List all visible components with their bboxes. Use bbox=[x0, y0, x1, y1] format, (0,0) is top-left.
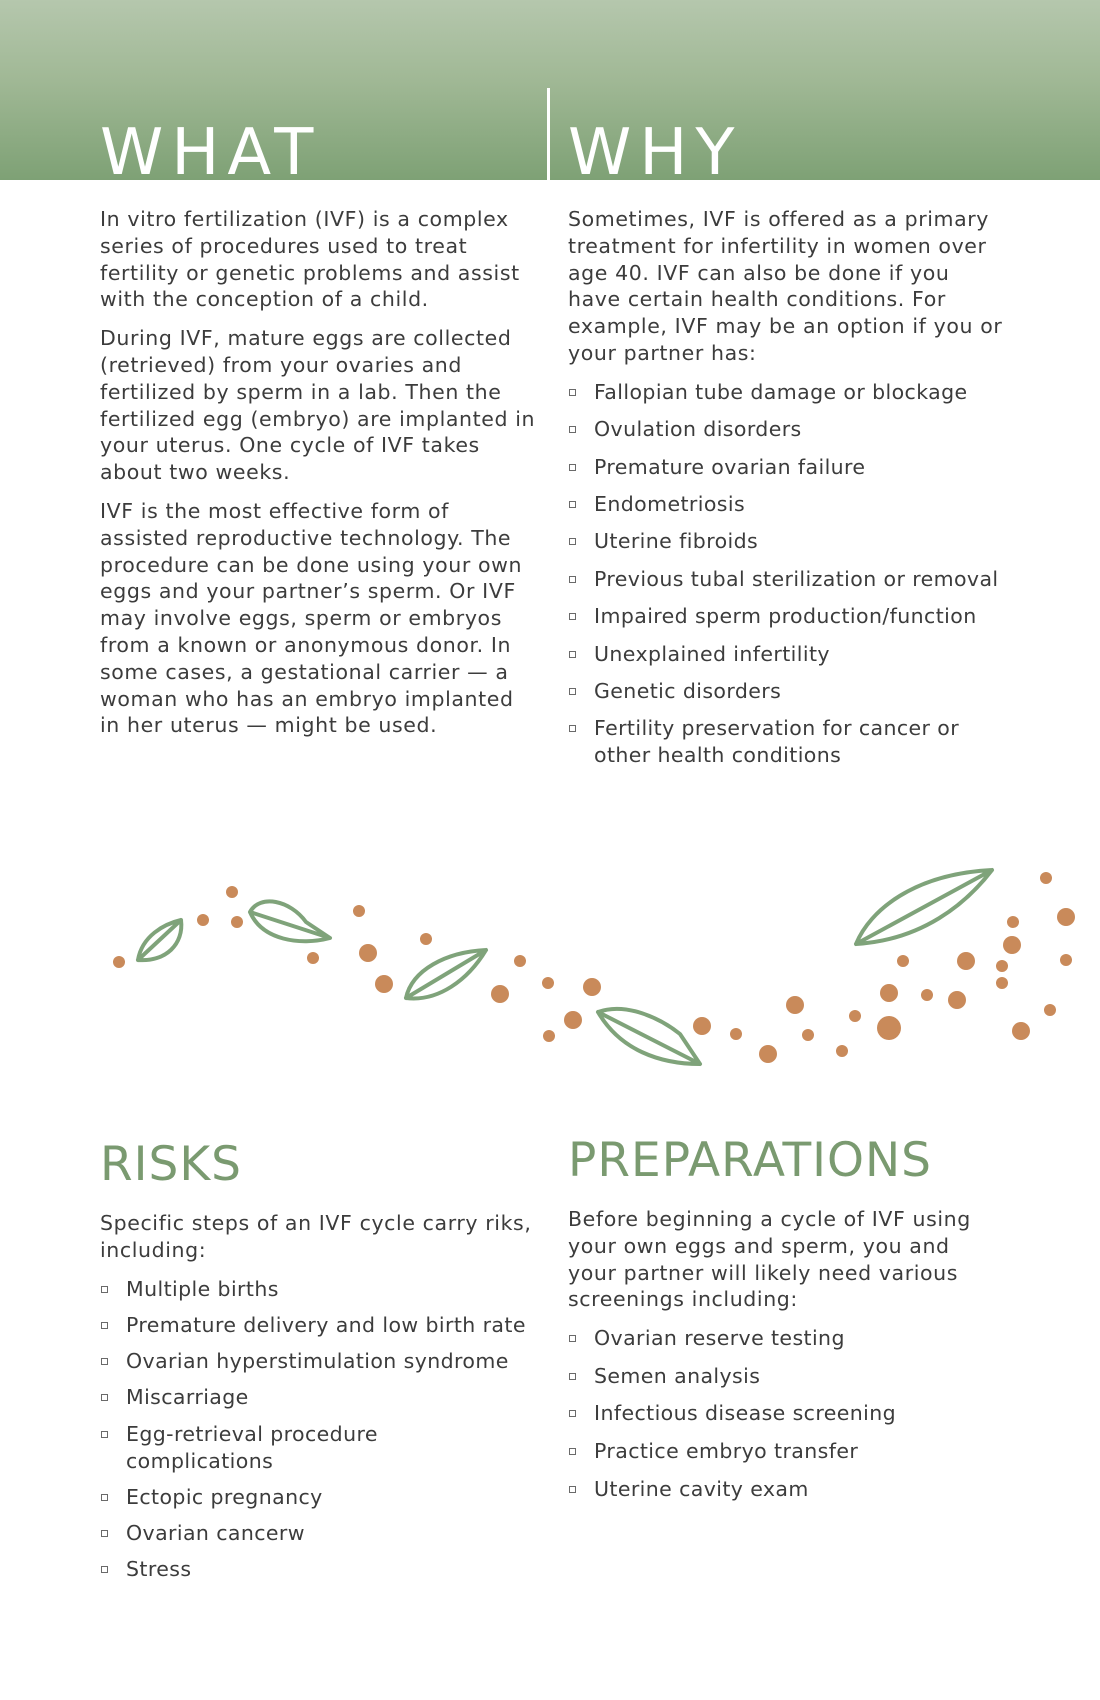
bullet-square-icon bbox=[569, 688, 576, 695]
risks-section bbox=[100, 1210, 540, 1593]
dot-icon bbox=[307, 952, 319, 964]
dot-icon bbox=[1044, 1004, 1056, 1016]
dot-icon bbox=[693, 1017, 711, 1035]
dot-icon bbox=[353, 905, 365, 917]
dot-icon bbox=[996, 960, 1008, 972]
what-section bbox=[100, 206, 540, 751]
bullet-square-icon bbox=[569, 1373, 576, 1380]
bullet-square-icon bbox=[569, 1486, 576, 1493]
bullet-square-icon bbox=[569, 725, 576, 732]
list-item: Previous tubal sterilization or removal bbox=[568, 566, 1008, 593]
preparations-intro: Before beginning a cycle of IVF using your own eggs and sperm, you and your partner will likely need various screenings including: bbox=[568, 1207, 971, 1312]
what-title: WHAT bbox=[100, 116, 322, 190]
why-title: WHY bbox=[568, 116, 743, 190]
bullet-square-icon bbox=[569, 426, 576, 433]
what-paragraph: In vitro fertilization (IVF) is a complex series of procedures used to treat fertility or genetic problems and assist with the conception of a child. bbox=[100, 207, 520, 312]
dot-icon bbox=[514, 955, 526, 967]
bullet-square-icon bbox=[569, 1448, 576, 1455]
why-list bbox=[568, 379, 1008, 769]
bullet-square-icon bbox=[569, 613, 576, 620]
list-item: Premature ovarian failure bbox=[568, 454, 1008, 481]
dot-icon bbox=[786, 996, 804, 1014]
leaf-icon bbox=[250, 901, 330, 941]
dot-icon bbox=[996, 977, 1008, 989]
list-item: Endometriosis bbox=[568, 491, 1008, 518]
list-item: Ovarian reserve testing bbox=[568, 1325, 998, 1352]
dot-icon bbox=[921, 989, 933, 1001]
list-item: Unexplained infertility bbox=[568, 641, 1008, 668]
leaf-icon bbox=[406, 950, 486, 998]
list-item: Uterine fibroids bbox=[568, 528, 1008, 555]
dot-icon bbox=[542, 977, 554, 989]
dot-icon bbox=[359, 944, 377, 962]
dot-icon bbox=[420, 933, 432, 945]
preparations-section bbox=[568, 1206, 998, 1513]
dot-icon bbox=[948, 991, 966, 1009]
bullet-square-icon bbox=[569, 1410, 576, 1417]
risks-list bbox=[100, 1276, 540, 1584]
bullet-square-icon bbox=[101, 1566, 108, 1573]
dot-icon bbox=[1040, 872, 1052, 884]
dot-icon bbox=[1012, 1022, 1030, 1040]
bullet-square-icon bbox=[101, 1322, 108, 1329]
dot-icon bbox=[564, 1011, 582, 1029]
bullet-square-icon bbox=[569, 389, 576, 396]
bullet-square-icon bbox=[101, 1530, 108, 1537]
bullet-square-icon bbox=[569, 464, 576, 471]
bullet-square-icon bbox=[569, 1335, 576, 1342]
what-paragraph: IVF is the most effective form of assisted reproductive technology. The procedure can be done using your own eggs and your partner’s sperm. Or IVF may involve eggs, sperm or embryos from a known or anonymous donor. In some cases, a gestational carrier — a woman who has an embryo implanted in her uterus — might be used. bbox=[100, 498, 523, 738]
dot-icon bbox=[375, 975, 393, 993]
preparations-title: PREPARATIONS bbox=[568, 1133, 932, 1188]
dot-icon bbox=[113, 956, 125, 968]
dot-icon bbox=[880, 984, 898, 1002]
list-item: Premature delivery and low birth rate bbox=[100, 1312, 540, 1339]
list-item: Egg-retrieval procedure complications bbox=[100, 1421, 540, 1475]
dot-icon bbox=[1003, 936, 1021, 954]
dot-icon bbox=[897, 955, 909, 967]
dot-icon bbox=[543, 1030, 555, 1042]
bullet-square-icon bbox=[101, 1494, 108, 1501]
preparations-list bbox=[568, 1325, 998, 1502]
list-item: Ovulation disorders bbox=[568, 416, 1008, 443]
list-item: Infectious disease screening bbox=[568, 1400, 998, 1427]
dot-icon bbox=[583, 978, 601, 996]
bullet-square-icon bbox=[569, 501, 576, 508]
list-item: Impaired sperm production/function bbox=[568, 603, 1008, 630]
what-paragraph: During IVF, mature eggs are collected (retrieved) from your ovaries and fertilized by sperm in a lab. Then the fertilized egg (embryo) are implanted in your uterus. One cycle of IVF takes about two weeks. bbox=[100, 326, 536, 485]
dot-icon bbox=[1007, 916, 1019, 928]
bullet-square-icon bbox=[101, 1394, 108, 1401]
dot-icon bbox=[730, 1028, 742, 1040]
list-item: Miscarriage bbox=[100, 1384, 540, 1411]
list-item: Ectopic pregnancy bbox=[100, 1484, 540, 1511]
bullet-square-icon bbox=[101, 1286, 108, 1293]
bullet-square-icon bbox=[101, 1431, 108, 1438]
leaf-icon bbox=[856, 870, 992, 944]
list-item: Semen analysis bbox=[568, 1363, 998, 1390]
list-item: Genetic disorders bbox=[568, 678, 1008, 705]
dot-icon bbox=[226, 886, 238, 898]
list-item: Uterine cavity exam bbox=[568, 1476, 998, 1503]
dot-icon bbox=[231, 916, 243, 928]
leaf-icon bbox=[598, 1009, 700, 1064]
list-item: Stress bbox=[100, 1556, 540, 1583]
header-divider bbox=[547, 88, 550, 180]
list-item: Fallopian tube damage or blockage bbox=[568, 379, 1008, 406]
list-item: Fertility preservation for cancer or other health conditions bbox=[568, 715, 1008, 769]
dot-icon bbox=[491, 985, 509, 1003]
bullet-square-icon bbox=[569, 651, 576, 658]
bullet-square-icon bbox=[569, 538, 576, 545]
list-item: Ovarian hyperstimulation syndrome bbox=[100, 1348, 540, 1375]
leaf-dots-decoration bbox=[0, 840, 1100, 1100]
risks-title: RISKS bbox=[100, 1137, 243, 1192]
list-item: Ovarian cancerw bbox=[100, 1520, 540, 1547]
why-section bbox=[568, 206, 1008, 779]
risks-intro: Specific steps of an IVF cycle carry riks, including: bbox=[100, 1211, 532, 1262]
leaf-icon bbox=[138, 920, 181, 960]
dot-icon bbox=[1060, 954, 1072, 966]
list-item: Practice embryo transfer bbox=[568, 1438, 998, 1465]
dot-icon bbox=[197, 914, 209, 926]
dot-icon bbox=[759, 1045, 777, 1063]
dot-icon bbox=[1057, 908, 1075, 926]
bullet-square-icon bbox=[569, 576, 576, 583]
dot-icon bbox=[957, 952, 975, 970]
bullet-square-icon bbox=[101, 1358, 108, 1365]
dot-icon bbox=[877, 1016, 901, 1040]
dot-icon bbox=[849, 1010, 861, 1022]
list-item: Multiple births bbox=[100, 1276, 540, 1303]
dot-icon bbox=[802, 1029, 814, 1041]
why-intro: Sometimes, IVF is offered as a primary treatment for infertility in women over age 40. IVF can also be done if you have certain health conditions. For example, IVF may be an option if you or your partner has: bbox=[568, 207, 1003, 365]
dot-icon bbox=[836, 1045, 848, 1057]
